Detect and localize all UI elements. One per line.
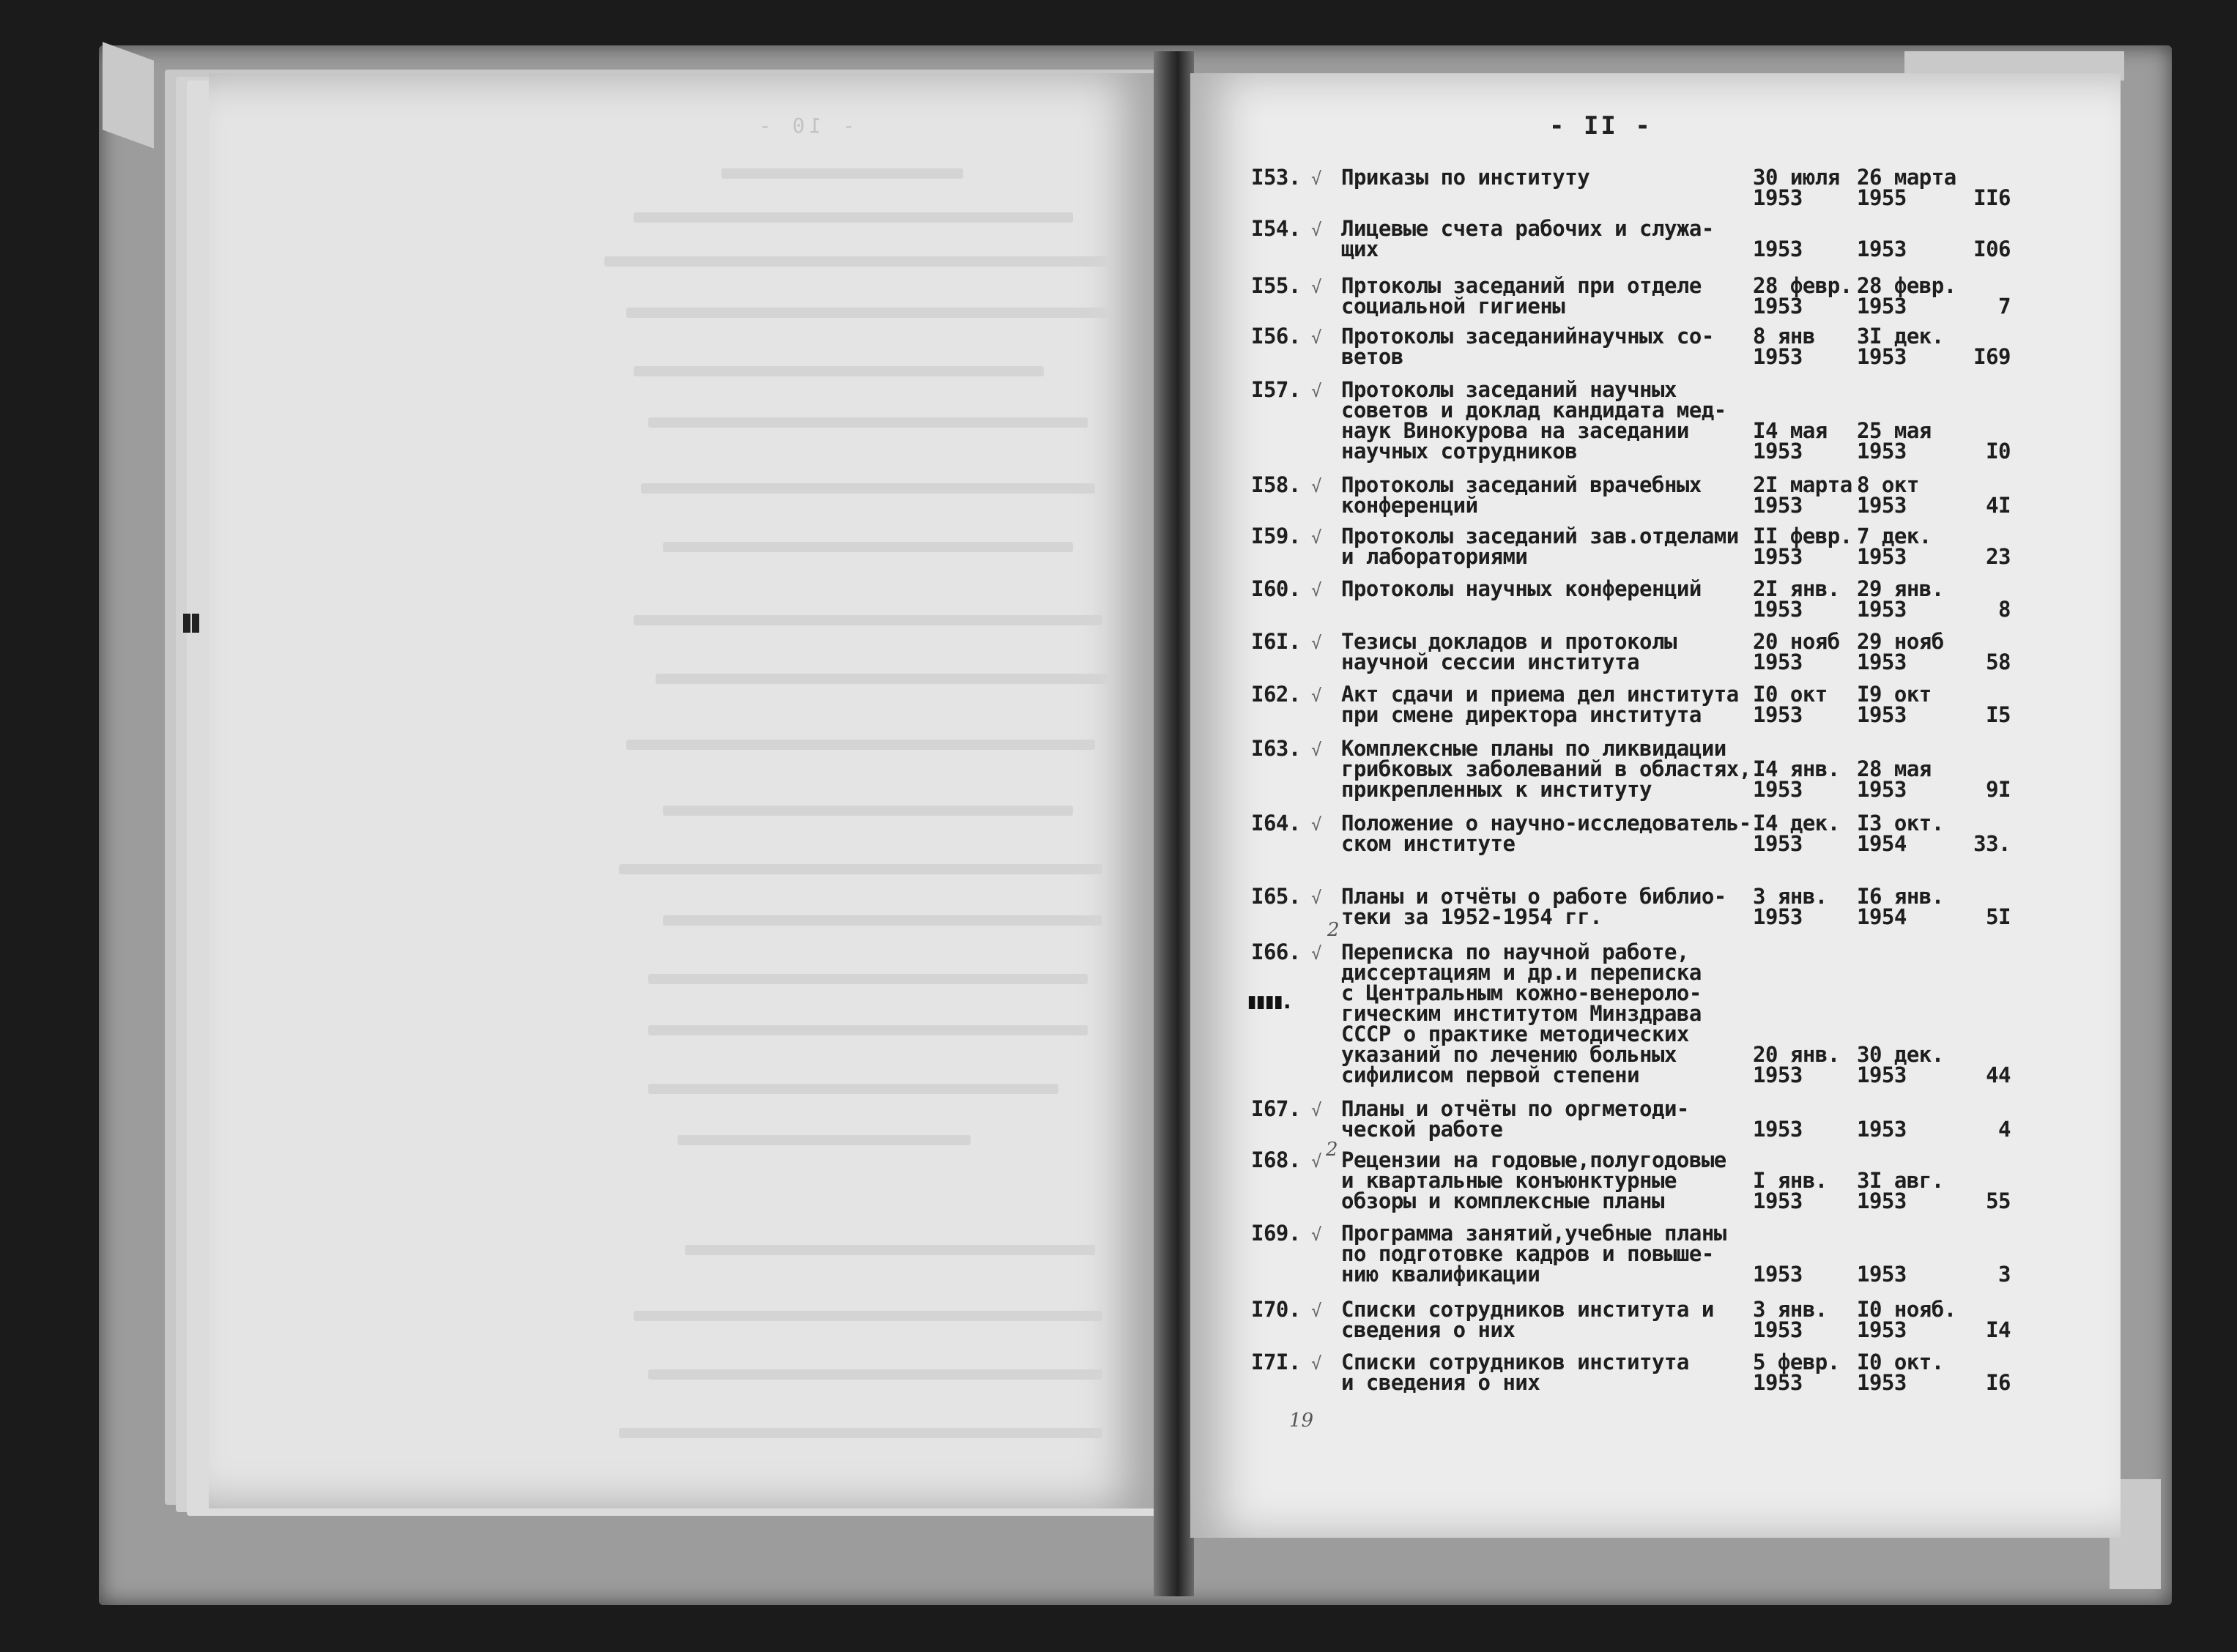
check-mark-icon: √ — [1311, 943, 1321, 964]
pencil-note: 19 — [1289, 1410, 1314, 1432]
sheet-count: 33. — [1973, 831, 2011, 856]
entry-title-line: с Центральным кожно-венероло- — [1341, 981, 1702, 1005]
end-year: 1953 — [1857, 493, 1907, 518]
check-mark-icon: √ — [1311, 277, 1321, 297]
start-year: 1953 — [1753, 344, 1803, 369]
end-year: 1953 — [1857, 294, 1907, 319]
start-year: 1953 — [1753, 493, 1803, 518]
sheet-count: I5 — [1986, 702, 2011, 727]
entry-number: I55. — [1251, 273, 1301, 298]
sheet-count: 4I — [1986, 493, 2011, 518]
end-year: 1953 — [1857, 702, 1907, 727]
start-date: I4 дек. — [1753, 811, 1840, 836]
entry-title-line: Лицевые счета рабочих и служа- — [1341, 216, 1714, 241]
start-year: 1953 — [1753, 294, 1803, 319]
entry-title-line: ветов — [1341, 344, 1403, 369]
end-year: 1953 — [1857, 777, 1907, 802]
end-year: 1953 — [1857, 439, 1907, 464]
bleed-through-text — [619, 1428, 1102, 1438]
start-year: 1953 — [1753, 237, 1803, 261]
entry-title-line: советов и доклад кандидата мед- — [1341, 398, 1726, 423]
entry-number: I58. — [1251, 472, 1301, 497]
entry-title-line: Планы и отчёты по оргметоди- — [1341, 1096, 1689, 1121]
end-date: 3I авг. — [1857, 1168, 1944, 1193]
check-mark-icon: √ — [1311, 580, 1321, 600]
start-date: 20 нояб — [1753, 629, 1840, 654]
entry-title-line: Положение о научно-исследователь- — [1341, 811, 1751, 836]
entry-number: I59. — [1251, 524, 1301, 548]
check-mark-icon: √ — [1311, 1301, 1321, 1321]
entry-number: I53. — [1251, 165, 1301, 190]
entry-title-line: конференций — [1341, 493, 1478, 518]
bleed-through-text — [721, 168, 963, 179]
end-year: 1953 — [1857, 650, 1907, 674]
sheet-count: 23 — [1986, 544, 2011, 569]
check-mark-icon: √ — [1311, 740, 1321, 760]
sheet-count: 9I — [1986, 777, 2011, 802]
book-spine — [1154, 51, 1194, 1596]
end-date: 28 февр. — [1857, 273, 1956, 298]
entry-title-line: Программа занятий,учебные планы — [1341, 1221, 1726, 1246]
sheet-count: 4 — [1998, 1117, 2011, 1142]
start-date: II февр. — [1753, 524, 1852, 548]
start-year: 1953 — [1753, 597, 1803, 622]
start-date: I0 окт — [1753, 682, 1828, 707]
bleed-through-text — [678, 1135, 971, 1145]
start-date: 5 февр. — [1753, 1350, 1840, 1374]
pencil-note: 2 — [1326, 1139, 1338, 1161]
entry-number: I60. — [1251, 576, 1301, 601]
entry-number: I63. — [1251, 736, 1301, 761]
entry-title-line: сифилисом первой степени — [1341, 1063, 1640, 1087]
pencil-note: 2 — [1327, 919, 1340, 941]
entry-title-line: Протоколы заседаний врачебных — [1341, 472, 1702, 497]
entry-number: I64. — [1251, 811, 1301, 836]
entry-title-line: по подготовке кадров и повыше- — [1341, 1241, 1714, 1266]
entry-title-line: при смене директора института — [1341, 702, 1702, 727]
entry-number: I56. — [1251, 324, 1301, 349]
entry-title-line: указаний по лечению больных — [1341, 1042, 1677, 1067]
check-mark-icon: √ — [1311, 220, 1321, 240]
left-page-number: - 10 - — [754, 114, 856, 138]
entry-title-line: обзоры и комплексные планы — [1341, 1188, 1664, 1213]
left-page — [209, 73, 1154, 1508]
start-year: 1953 — [1753, 1370, 1803, 1395]
end-year: 1953 — [1857, 1117, 1907, 1142]
start-year: 1953 — [1753, 185, 1803, 210]
end-date: 29 янв. — [1857, 576, 1944, 601]
entry-title-line: прикрепленных к институту — [1341, 777, 1652, 802]
entry-title-line: социальной гигиены — [1341, 294, 1565, 319]
check-mark-icon: √ — [1311, 1224, 1321, 1245]
entry-title-line: диссертациям и др.и переписка — [1341, 960, 1702, 985]
bleed-through-text — [634, 1311, 1102, 1321]
start-year: 1953 — [1753, 1188, 1803, 1213]
end-date: I9 окт — [1857, 682, 1932, 707]
entry-title-line: грибковых заболеваний в областях, — [1341, 756, 1751, 781]
bleed-through-text — [656, 674, 1110, 684]
bleed-through-text — [648, 1369, 1102, 1380]
entry-number: I69. — [1251, 1221, 1301, 1246]
entry-number: I67. — [1251, 1096, 1301, 1121]
check-mark-icon: √ — [1311, 527, 1321, 548]
end-year: 1953 — [1857, 237, 1907, 261]
end-date: 28 мая — [1857, 756, 1932, 781]
entry-title-line: и сведения о них — [1341, 1370, 1540, 1395]
end-year: 1953 — [1857, 597, 1907, 622]
check-mark-icon: √ — [1311, 888, 1321, 908]
bleed-through-text — [648, 1025, 1088, 1035]
entry-title-line: Списки сотрудников института и — [1341, 1297, 1714, 1322]
entry-title-line: щих — [1341, 237, 1379, 261]
end-year: 1953 — [1857, 1370, 1907, 1395]
sheet-count: I69 — [1973, 344, 2011, 369]
start-year: 1953 — [1753, 1262, 1803, 1287]
sheet-count: 5I — [1986, 904, 2011, 929]
start-date: 3 янв. — [1753, 884, 1828, 909]
bleed-through-text — [648, 974, 1088, 984]
entry-title-line: гическим институтом Минздрава — [1341, 1001, 1702, 1026]
entry-number: I6I. — [1251, 629, 1301, 654]
start-year: 1953 — [1753, 650, 1803, 674]
bleed-through-text — [619, 864, 1102, 874]
start-date: 20 янв. — [1753, 1042, 1840, 1067]
sheet-count: 7 — [1998, 294, 2011, 319]
start-date: I4 мая — [1753, 418, 1828, 443]
entry-title-line: научной сессии института — [1341, 650, 1640, 674]
bleed-through-text — [663, 915, 1102, 926]
entry-title-line: СССР о практике методических — [1341, 1022, 1689, 1046]
check-mark-icon: √ — [1311, 168, 1321, 189]
sheet-count: I0 — [1986, 439, 2011, 464]
entry-title-line: Комплексные планы по ликвидации — [1341, 736, 1726, 761]
end-year: 1954 — [1857, 904, 1907, 929]
bleed-through-text — [604, 256, 1110, 267]
entry-title-line: теки за 1952-1954 гг. — [1341, 904, 1603, 929]
end-year: 1954 — [1857, 831, 1907, 856]
ink-stamp: ▮▮▮▮. — [1245, 989, 1290, 1014]
sheet-count: 8 — [1998, 597, 2011, 622]
bleed-through-text — [634, 366, 1044, 376]
sheet-count: 58 — [1986, 650, 2011, 674]
end-date: 29 нояб — [1857, 629, 1944, 654]
entry-title-line: Протоколы научных конференций — [1341, 576, 1702, 601]
check-mark-icon: √ — [1311, 381, 1321, 401]
end-date: I0 нояб. — [1857, 1297, 1956, 1322]
sheet-count: I06 — [1973, 237, 2011, 261]
start-date: I4 янв. — [1753, 756, 1840, 781]
entry-title-line: Протоколы заседанийнаучных со- — [1341, 324, 1714, 349]
check-mark-icon: √ — [1311, 685, 1321, 706]
entry-title-line: нию квалификации — [1341, 1262, 1540, 1287]
sheet-count: I6 — [1986, 1370, 2011, 1395]
check-mark-icon: √ — [1311, 814, 1321, 835]
end-year: 1955 — [1857, 185, 1907, 210]
end-year: 1953 — [1857, 544, 1907, 569]
bleed-through-text — [663, 805, 1073, 816]
check-mark-icon: √ — [1311, 633, 1321, 653]
end-date: 8 окт — [1857, 472, 1919, 497]
end-date: 25 мая — [1857, 418, 1932, 443]
entry-title-line: Переписка по научной работе, — [1341, 940, 1689, 964]
entry-title-line: Планы и отчёты о работе библио- — [1341, 884, 1726, 909]
entry-title-line: наук Винокурова на заседании — [1341, 418, 1689, 443]
end-date: 30 дек. — [1857, 1042, 1944, 1067]
start-date: I янв. — [1753, 1168, 1828, 1193]
entry-number: I68. — [1251, 1147, 1301, 1172]
check-mark-icon: √ — [1311, 327, 1321, 348]
end-date: 7 дек. — [1857, 524, 1932, 548]
end-date: 26 марта — [1857, 165, 1956, 190]
start-year: 1953 — [1753, 1317, 1803, 1342]
entry-title-line: Пртоколы заседаний при отделе — [1341, 273, 1702, 298]
entry-title-line: Списки сотрудников института — [1341, 1350, 1689, 1374]
bleed-through-text — [648, 417, 1088, 428]
entry-title-line: научных сотрудников — [1341, 439, 1578, 464]
entry-number: I57. — [1251, 377, 1301, 402]
entry-number: I7I. — [1251, 1350, 1301, 1374]
entry-title-line: и квартальные конъюнктурные — [1341, 1168, 1677, 1193]
end-date: I0 окт. — [1857, 1350, 1944, 1374]
entry-number: I66. — [1251, 940, 1301, 964]
start-year: 1953 — [1753, 544, 1803, 569]
start-date: 2I янв. — [1753, 576, 1840, 601]
bleed-through-text — [663, 542, 1073, 552]
sheet-count: I4 — [1986, 1317, 2011, 1342]
sheet-count: II6 — [1973, 185, 2011, 210]
binding-thread — [183, 614, 190, 633]
bleed-through-text — [626, 740, 1095, 750]
end-date: I6 янв. — [1857, 884, 1944, 909]
end-year: 1953 — [1857, 1262, 1907, 1287]
end-year: 1953 — [1857, 344, 1907, 369]
end-year: 1953 — [1857, 1317, 1907, 1342]
bleed-through-text — [641, 483, 1095, 494]
entry-title-line: Приказы по институту — [1341, 165, 1590, 190]
sheet-count: 55 — [1986, 1188, 2011, 1213]
entry-title-line: Протоколы заседаний научных — [1341, 377, 1677, 402]
entry-number: I54. — [1251, 216, 1301, 241]
entry-title-line: Акт сдачи и приема дел института — [1341, 682, 1739, 707]
start-date: 2I марта — [1753, 472, 1852, 497]
entry-title-line: Рецензии на годовые,полугодовые — [1341, 1147, 1726, 1172]
end-date: I3 окт. — [1857, 811, 1944, 836]
check-mark-icon: √ — [1311, 476, 1321, 496]
entry-title-line: Протоколы заседаний зав.отделами — [1341, 524, 1739, 548]
start-year: 1953 — [1753, 702, 1803, 727]
entry-title-line: ском институте — [1341, 831, 1516, 856]
start-year: 1953 — [1753, 439, 1803, 464]
start-year: 1953 — [1753, 1063, 1803, 1087]
entry-number: I62. — [1251, 682, 1301, 707]
check-mark-icon: √ — [1311, 1151, 1321, 1172]
entry-number: I65. — [1251, 884, 1301, 909]
entry-title-line: сведения о них — [1341, 1317, 1516, 1342]
end-year: 1953 — [1857, 1188, 1907, 1213]
start-date: 3 янв. — [1753, 1297, 1828, 1322]
bleed-through-text — [626, 308, 1110, 318]
bleed-through-text — [634, 615, 1102, 625]
cover-corner-top-left — [103, 42, 154, 148]
start-year: 1953 — [1753, 1117, 1803, 1142]
binding-thread — [192, 614, 199, 633]
sheet-count: 44 — [1986, 1063, 2011, 1087]
end-year: 1953 — [1857, 1063, 1907, 1087]
check-mark-icon: √ — [1311, 1353, 1321, 1374]
start-year: 1953 — [1753, 777, 1803, 802]
entry-number: I70. — [1251, 1297, 1301, 1322]
end-date: 3I дек. — [1857, 324, 1944, 349]
check-mark-icon: √ — [1311, 1100, 1321, 1120]
start-date: 8 янв — [1753, 324, 1815, 349]
bleed-through-text — [634, 212, 1073, 223]
start-date: 30 июля — [1753, 165, 1840, 190]
start-year: 1953 — [1753, 904, 1803, 929]
start-date: 28 февр. — [1753, 273, 1852, 298]
start-year: 1953 — [1753, 831, 1803, 856]
sheet-count: 3 — [1998, 1262, 2011, 1287]
entry-title-line: и лабораториями — [1341, 544, 1528, 569]
entry-title-line: ческой работе — [1341, 1117, 1503, 1142]
entry-title-line: Тезисы докладов и протоколы — [1341, 629, 1677, 654]
bleed-through-text — [648, 1084, 1058, 1094]
bleed-through-text — [685, 1245, 1095, 1255]
page-number: - II - — [1549, 111, 1652, 141]
